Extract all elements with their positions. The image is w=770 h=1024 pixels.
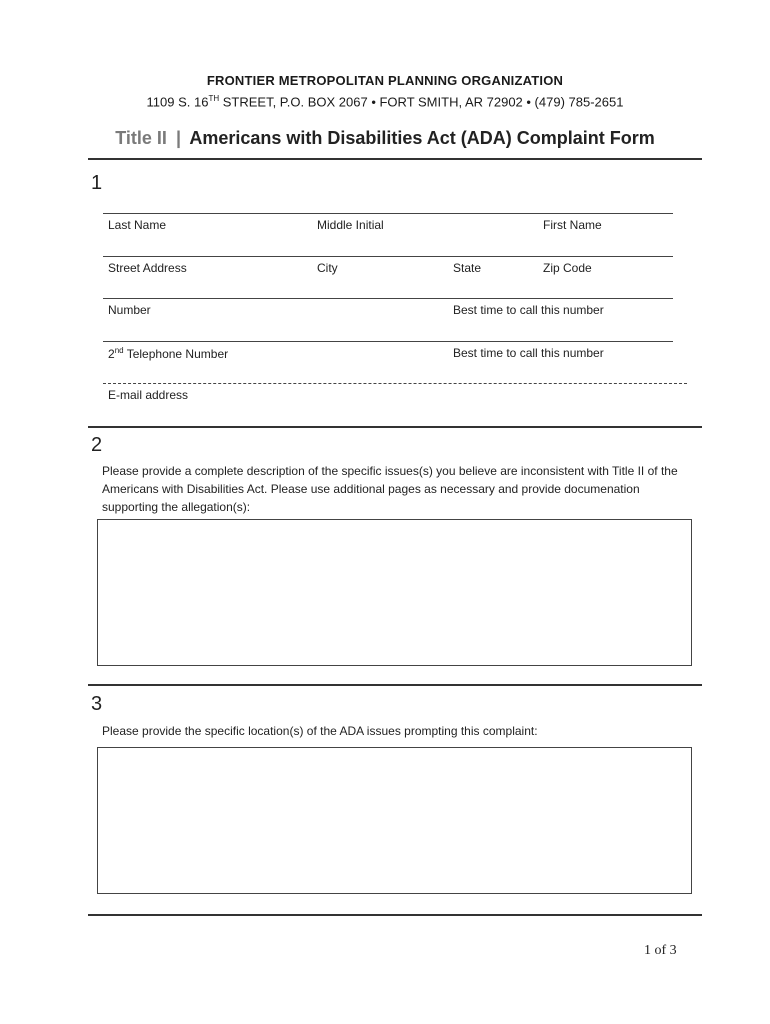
section-2-divider [88,684,702,686]
second-phone-prefix: 2 [108,347,115,361]
page-number: 1 of 3 [644,943,677,958]
middle-initial-label: Middle Initial [317,218,384,232]
zip-code-label: Zip Code [543,261,592,275]
street-address-label: Street Address [108,261,187,275]
description-textbox[interactable] [97,519,692,666]
second-phone-input-line[interactable] [103,341,673,342]
organization-address [0,94,770,109]
second-telephone-label [108,346,228,361]
number-label: Number [108,303,151,317]
email-label: E-mail address [108,388,189,402]
section-2-number: 2 [91,434,103,456]
state-label: State [453,261,482,275]
address-input-line[interactable] [103,256,673,257]
name-input-line[interactable] [103,213,673,214]
first-name-label: First Name [543,218,602,232]
second-phone-superscript: nd [114,346,124,355]
best-time-label-2: Best time to call this number [453,346,604,360]
address-part-2: STREET, P.O. BOX 2067 • FORT SMITH, AR 72902 • (479) 785-2651 [219,94,624,110]
section-1-divider [88,426,702,428]
bottom-divider [88,914,702,916]
city-label: City [317,261,338,275]
best-time-label-1: Best time to call this number [453,303,604,317]
title-separator: | [175,128,181,148]
location-prompt: Please provide the specific location(s) of the ADA issues prompting this complaint: [102,724,538,738]
form-title [0,128,770,149]
organization-name: FRONTIER METROPOLITAN PLANNING ORGANIZATION [206,73,564,88]
title-divider [88,158,702,160]
address-superscript: TH [208,94,220,103]
phone-input-line[interactable] [103,298,673,299]
second-phone-suffix: Telephone Number [123,347,229,361]
description-prompt: Please provide a complete description of the specific issues(s) you believe are inconsistent with Title II of the Americans with Disabilities Act. Please use additional pages as necessary and provide documenation supporting the allegation(s): [102,464,678,514]
title-prefix: Title II [115,128,167,148]
address-part-1: 1109 S. 16 [146,94,209,110]
title-main: Americans with Disabilities Act (ADA) Complaint Form [189,128,655,148]
location-textbox[interactable] [97,747,692,894]
section-1-number: 1 [91,172,103,194]
section-3-number: 3 [91,693,103,715]
email-input-line[interactable] [103,383,687,384]
last-name-label: Last Name [108,218,167,232]
